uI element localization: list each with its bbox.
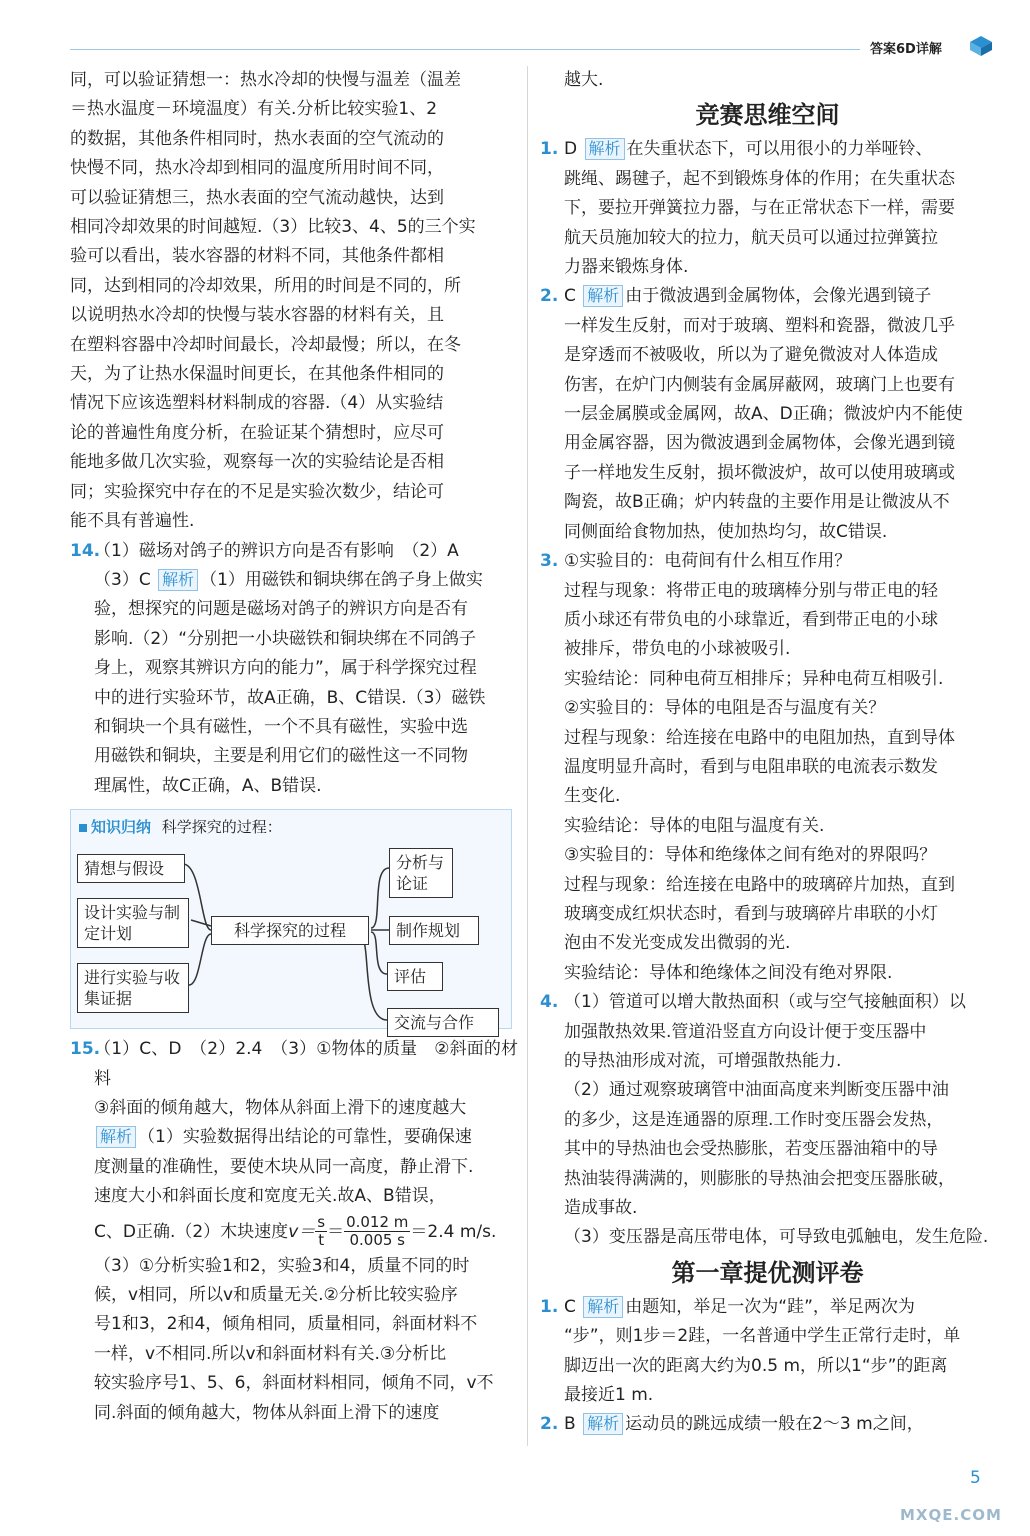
text-line: 过程与现象：将带正电的玻璃棒分别与带正电的轻 <box>564 580 938 601</box>
text-line: 一样发生反射，而对于玻璃、塑料和瓷器，微波几乎 <box>564 315 955 336</box>
text-line: 以说明热水冷却的快慢与装水容器的材料有关，且 <box>70 305 444 326</box>
text-line: 较实验序号1、5、6，斜面材料相同，倾角不同，v不 <box>94 1373 494 1394</box>
answer-13-continued <box>70 66 518 537</box>
text-line <box>70 537 518 566</box>
question-number: 2. <box>540 1414 559 1435</box>
section-title-competition: 竞赛思维空间 <box>695 101 840 130</box>
answer-text: （1）磁场对鸽子的辨识方向是否有影响 （2）A <box>94 540 459 561</box>
text-line <box>94 1123 518 1152</box>
text-line <box>94 566 518 595</box>
text-line: ②实验目的：导体的电阻是否与温度有关？ <box>564 698 886 719</box>
text-line <box>540 988 995 1017</box>
answer-text: 运动员的跳远成绩一般在2～3 m之间， <box>625 1414 924 1435</box>
text-line: 实验结论：导体的电阻与温度有关. <box>564 815 825 836</box>
text-line: 号1和3，2和4，倾角相同，质量相同，斜面材料不 <box>94 1314 478 1335</box>
analysis-tag: 解析 <box>585 138 625 160</box>
text-line: 影响.（2）“分别把一小块磁铁和铜块绑在不同鸽子 <box>94 628 477 649</box>
answer-text: D <box>564 139 578 160</box>
text-line: 可以验证猜想三，热水表面的空气流动越快，达到 <box>70 187 444 208</box>
text-line: 造成事故. <box>564 1198 638 1219</box>
question-number: 2. <box>540 286 559 307</box>
answer-text: 由题知，举足一次为“跬”，举足两次为 <box>625 1296 915 1317</box>
header-rule <box>70 49 860 50</box>
question-number: 1. <box>540 139 559 160</box>
text-line: 用金属容器，因为微波遇到金属物体，会像光遇到镜 <box>564 433 955 454</box>
text-line: 最接近1 m. <box>564 1385 654 1406</box>
fraction-values: $\frac{0.012 m}{0.005 s}$ <box>346 1213 409 1250</box>
text-line: （2）通过观察玻璃管中油面高度来判断变压器中油 <box>564 1080 949 1101</box>
test-answer-1 <box>540 1293 995 1411</box>
text-line: 脚迈出一次的距离大约为0.5 m，所以1“步”的距离 <box>564 1355 948 1376</box>
text-line: 理属性，故C正确，A、B错误. <box>94 775 322 796</box>
text-line: 同侧面给食物加热，使加热均匀，故C错误. <box>564 521 888 542</box>
answer-text: C <box>564 1296 576 1317</box>
text-line: “步”，则1步＝2跬，一名普通中学生正常行走时，单 <box>564 1326 961 1347</box>
header-label: 答案6D详解 <box>870 42 942 57</box>
text-line: 一样，v不相同.所以v和斜面材料有关.③分析比 <box>94 1343 447 1364</box>
knowledge-summary-diagram <box>70 809 512 1033</box>
text-line: 泡由不发光变成发出微弱的光. <box>564 933 791 954</box>
text-line: 验可以看出，装水容器的材料不同，其他条件都相 <box>70 246 444 267</box>
text-line: 中的进行实验环节，故A正确，B、C错误.（3）磁铁 <box>94 687 486 708</box>
diagram-box-planning: 制作规划 <box>389 916 479 945</box>
text-line: 被排斥，带负电的小球被吸引. <box>564 639 791 660</box>
formula-result: ＝2.4 m/s. <box>410 1221 497 1242</box>
question-number: 15. <box>70 1039 101 1060</box>
text-line: 子一样地发生反射，损坏微波炉，故可以使用玻璃或 <box>564 462 955 483</box>
text-line: 论的普遍性角度分析，在验证某个猜想时，应尽可 <box>70 422 444 443</box>
diagram-tag: 知识归纳 <box>91 818 152 837</box>
text-line: 生变化. <box>564 786 621 807</box>
left-column <box>70 66 518 1428</box>
diagram-box-hypothesis: 猜想与假设 <box>77 854 185 883</box>
text-line: 玻璃变成红炽状态时，看到与玻璃碎片串联的小灯 <box>564 903 938 924</box>
text-line: 的数据，其他条件相同时，热水表面的空气流动的 <box>70 128 444 149</box>
text-line: 同；实验探究中存在的不足是实验次数少，结论可 <box>70 481 444 502</box>
text-line <box>540 547 995 576</box>
right-column <box>540 66 995 1440</box>
question-number: 4. <box>540 992 559 1013</box>
column-divider <box>527 66 528 1446</box>
page-number: 5 <box>970 1468 981 1488</box>
text-line: 过程与现象：给连接在电路中的电阻加热，直到导体 <box>564 727 955 748</box>
analysis-tag: 解析 <box>158 569 198 591</box>
text-line: 天，为了让热水保温时间更长，在其他条件相同的 <box>70 364 444 385</box>
text-line: 情况下应该选塑料材料制成的容器.（4）从实验结 <box>70 393 444 414</box>
answer-text: C <box>564 286 576 307</box>
text-line: 是穿透而不被吸收，所以为了避免微波对人体造成 <box>564 345 938 366</box>
text-line: 验，想探究的问题是磁场对鸽子的辨识方向是否有 <box>94 599 468 620</box>
fraction-s-over-t: $\frac{s}{t}$ <box>317 1213 326 1250</box>
question-number: 14. <box>70 540 101 561</box>
text-line: 的导热油形成对流，可增强散热能力. <box>564 1051 842 1071</box>
formula-line: C、D正确.（2）木块速度v＝ $\frac{s}{t}$ ＝ $\frac{0.012 m}{0.005 s}$ ＝2.4 m/s. <box>94 1213 497 1250</box>
text-line: 同，可以验证猜想一：热水冷却的快慢与温差（温差 <box>70 70 461 90</box>
text-line: （3）变压器是高压带电体，可导致电弧触电，发生危险. <box>564 1227 989 1248</box>
text-line: 度测量的准确性，要使木块从同一高度，静止滑下. <box>94 1156 474 1177</box>
answer-text: 在失重状态下，可以用很小的力举哑铃、 <box>626 139 933 160</box>
answer-text: C、D正确.（2）木块速度 <box>94 1221 289 1242</box>
answer-text: （3）C <box>94 569 151 590</box>
text-line: ＝热水温度－环境温度）有关.分析比较实验1、2 <box>70 99 438 120</box>
answer-14 <box>70 537 518 802</box>
answer-text: 由于微波遇到金属物体，会像光遇到镜子 <box>625 286 932 307</box>
text-line: 加强散热效果.管道沿竖直方向设计便于变压器中 <box>564 1021 927 1042</box>
diagram-title: 科学探究的过程： <box>161 818 282 837</box>
text-line: 下，要拉开弹簧拉力器，与在正常状态下一样，需要 <box>564 198 955 219</box>
diagram-box-design: 设计实验与制定计划 <box>77 898 189 948</box>
text-line: 用磁铁和铜块，主要是利用它们的磁性这一不同物 <box>94 746 468 767</box>
text-line <box>540 1293 995 1322</box>
question-number: 3. <box>540 551 559 572</box>
text-line: 越大. <box>564 70 604 90</box>
diagram-box-evaluate: 评估 <box>387 962 443 991</box>
question-number: 1. <box>540 1296 559 1317</box>
diagram-box-communicate: 交流与合作 <box>387 1008 499 1037</box>
competition-answer-2 <box>540 282 995 547</box>
text-line: 速度大小和斜面长度和宽度无关.故A、B错误， <box>94 1186 446 1207</box>
answer-text: ①实验目的：电荷间有什么相互作用？ <box>564 551 852 572</box>
text-line <box>70 1035 518 1094</box>
section-title-chapter-test: 第一章提优测评卷 <box>671 1258 864 1287</box>
bullet-icon <box>79 824 87 832</box>
text-line: 实验结论：同种电荷互相排斥；异种电荷互相吸引. <box>564 668 944 689</box>
text-line: ③实验目的：导体和绝缘体之间有绝对的界限吗？ <box>564 845 937 866</box>
text-line: 同，达到相同的冷却效果，所用的时间是不同的，所 <box>70 275 461 296</box>
text-line: 热油装得满满的，则膨胀的导热油会把变压器胀破， <box>564 1168 955 1189</box>
text-line: 温度明显升高时，看到与电阻串联的电流表示数发 <box>564 756 938 777</box>
competition-answer-4 <box>540 988 995 1253</box>
text-line: 的多少，这是连通器的原理.工作时变压器会发热， <box>564 1109 944 1130</box>
text-line: 跳绳、踢毽子，起不到锻炼身体的作用；在失重状态 <box>564 168 955 189</box>
text-line: 过程与现象：给连接在电路中的玻璃碎片加热，直到 <box>564 874 955 895</box>
competition-answer-1 <box>540 135 995 282</box>
text-line: 在塑料容器中冷却时间最长，冷却最慢；所以，在冬 <box>70 334 461 355</box>
test-answer-2 <box>540 1410 995 1439</box>
text-line: 相同冷却效果的时间越短.（3）比较3、4、5的三个实 <box>70 217 476 238</box>
watermark <box>900 1478 1010 1528</box>
text-line: （3）①分析实验1和2，实验3和4，质量不同的时 <box>94 1255 470 1276</box>
text-line: 质小球还有带负电的小球靠近，看到带正电的小球 <box>564 609 938 630</box>
text-line <box>540 282 995 311</box>
text-line: 实验结论：导体和绝缘体之间没有绝对界限. <box>564 962 893 983</box>
text-line: 力器来锻炼身体. <box>564 257 689 278</box>
text-line: 航天员施加较大的拉力，航天员可以通过拉弹簧拉 <box>564 227 938 248</box>
answer-text: B <box>564 1414 576 1435</box>
text-line: 能地多做几次实验，观察每一次的实验结论是否相 <box>70 452 444 473</box>
text-line: 其中的导热油也会受热膨胀，若变压器油箱中的导 <box>564 1139 938 1160</box>
text-line: 同.斜面的倾角越大，物体从斜面上滑下的速度 <box>94 1402 440 1423</box>
diagram-header <box>79 816 282 837</box>
text-line <box>540 1410 995 1439</box>
answer-text: （1）C、D （2）2.4 （3）①物体的质量 ②斜面的材料 <box>94 1039 518 1089</box>
text-line: 身上，观察其辨识方向的能力”，属于科学探究过程 <box>94 658 477 679</box>
competition-answer-3 <box>540 547 995 988</box>
formula-symbol: v＝ <box>288 1221 316 1242</box>
answer-text: （1）实验数据得出结论的可靠性，要确保速 <box>138 1127 472 1148</box>
text-line <box>540 135 995 164</box>
text-line: 伤害，在炉门内侧装有金属屏蔽网，玻璃门上也要有 <box>564 374 955 395</box>
analysis-tag: 解析 <box>583 285 623 307</box>
diagram-box-analysis: 分析与论证 <box>389 848 453 898</box>
text-line: 陶瓷，故B正确；炉内转盘的主要作用是让微波从不 <box>564 492 950 513</box>
analysis-tag: 解析 <box>583 1413 623 1435</box>
answer-15 <box>70 1035 518 1428</box>
answer-text: （1）管道可以增大散热面积（或与空气接触面积）以 <box>564 992 966 1013</box>
analysis-tag: 解析 <box>583 1296 623 1318</box>
text-line: ③斜面的倾角越大，物体从斜面上滑下的速度越大 <box>94 1097 467 1118</box>
answer-text: （1）用磁铁和铜块绑在鸽子身上做实 <box>200 569 483 590</box>
diagram-box-center: 科学探究的过程 <box>211 916 369 945</box>
analysis-tag: 解析 <box>96 1126 136 1148</box>
book-logo-icon <box>968 33 994 59</box>
diagram-box-experiment: 进行实验与收集证据 <box>77 963 189 1013</box>
text-line: 一层金属膜或金属网，故A、D正确；微波炉内不能使 <box>564 404 963 425</box>
watermark-text: MXQE.COM <box>900 1506 1002 1524</box>
text-line: 能不具有普遍性. <box>70 511 195 532</box>
text-line: 候，v相同，所以v和质量无关.②分析比较实验序 <box>94 1285 458 1305</box>
text-line: 快慢不同，热水冷却到相同的温度所用时间不同， <box>70 158 444 179</box>
text-line: 和铜块一个具有磁性，一个不具有磁性，实验中选 <box>94 716 468 737</box>
